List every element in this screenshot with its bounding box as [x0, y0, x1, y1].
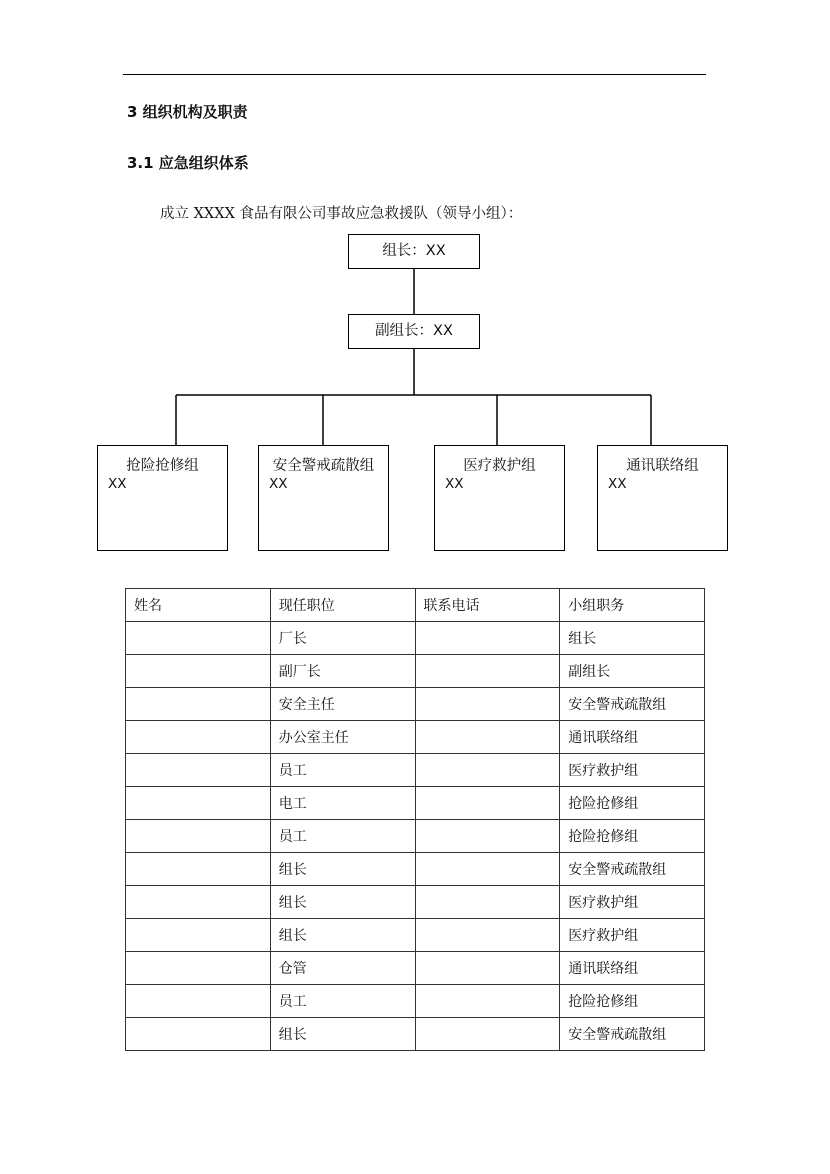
team-member: XX	[445, 476, 464, 492]
column-header-role: 小组职务	[560, 589, 705, 622]
table-row	[126, 655, 705, 688]
table-cell: 医疗救护组	[560, 919, 705, 952]
table-cell: 员工	[270, 820, 415, 853]
table-cell: 电工	[270, 787, 415, 820]
table-cell: 通讯联络组	[560, 721, 705, 754]
table-row	[126, 622, 705, 655]
table-row	[126, 1018, 705, 1051]
team-name: 抢险抢修组	[126, 458, 199, 474]
table-cell	[415, 919, 560, 952]
intro-paragraph: 成立 XXXX 食品有限公司事故应急救援队（领导小组）：	[160, 206, 523, 222]
table-cell	[415, 952, 560, 985]
team-name: 医疗救护组	[463, 458, 536, 474]
table-cell	[126, 622, 271, 655]
table-cell	[415, 655, 560, 688]
table-cell	[415, 754, 560, 787]
table-cell	[126, 886, 271, 919]
table-cell	[126, 787, 271, 820]
team-box-medical	[434, 445, 565, 551]
table-row	[126, 754, 705, 787]
table-row	[126, 952, 705, 985]
table-row	[126, 985, 705, 1018]
table-cell: 安全主任	[270, 688, 415, 721]
table-cell: 厂长	[270, 622, 415, 655]
team-name: 安全警戒疏散组	[272, 458, 375, 474]
section-heading: 3 组织机构及职责	[127, 103, 248, 121]
table-cell	[415, 622, 560, 655]
table-cell: 医疗救护组	[560, 886, 705, 919]
table-cell: 医疗救护组	[560, 754, 705, 787]
column-header-name: 姓名	[126, 589, 271, 622]
table-cell: 副厂长	[270, 655, 415, 688]
table-row	[126, 919, 705, 952]
table-cell	[126, 754, 271, 787]
table-cell: 抢险抢修组	[560, 820, 705, 853]
table-cell	[415, 1018, 560, 1051]
table-row	[126, 820, 705, 853]
table-cell: 副组长	[560, 655, 705, 688]
table-cell	[126, 688, 271, 721]
table-cell	[415, 721, 560, 754]
table-cell	[415, 853, 560, 886]
table-cell	[415, 820, 560, 853]
table-cell: 组长	[560, 622, 705, 655]
table-cell	[126, 952, 271, 985]
table-cell	[126, 853, 271, 886]
subsection-heading: 3.1 应急组织体系	[127, 154, 249, 172]
table-row	[126, 721, 705, 754]
table-cell	[415, 787, 560, 820]
roster-table	[125, 588, 705, 1051]
table-cell: 通讯联络组	[560, 952, 705, 985]
table-cell: 安全警戒疏散组	[560, 1018, 705, 1051]
table-cell	[126, 655, 271, 688]
team-box-rescue	[97, 445, 228, 551]
table-cell: 仓管	[270, 952, 415, 985]
table-cell: 组长	[270, 853, 415, 886]
table-cell: 员工	[270, 985, 415, 1018]
table-cell	[126, 919, 271, 952]
table-cell	[415, 688, 560, 721]
table-cell	[415, 985, 560, 1018]
table-cell: 安全警戒疏散组	[560, 853, 705, 886]
table-cell	[415, 886, 560, 919]
table-cell: 办公室主任	[270, 721, 415, 754]
table-cell: 组长	[270, 886, 415, 919]
column-header-phone: 联系电话	[415, 589, 560, 622]
team-name: 通讯联络组	[626, 458, 699, 474]
org-leader-box: 组长：XX	[348, 234, 480, 269]
table-cell: 抢险抢修组	[560, 985, 705, 1018]
table-cell	[126, 820, 271, 853]
team-box-security	[258, 445, 389, 551]
table-cell: 员工	[270, 754, 415, 787]
table-cell	[126, 985, 271, 1018]
table-cell	[126, 721, 271, 754]
table-cell: 抢险抢修组	[560, 787, 705, 820]
table-row	[126, 688, 705, 721]
column-header-position: 现任职位	[270, 589, 415, 622]
table-cell: 组长	[270, 919, 415, 952]
table-row	[126, 853, 705, 886]
table-row	[126, 787, 705, 820]
table-cell: 组长	[270, 1018, 415, 1051]
team-box-communication	[597, 445, 728, 551]
table-cell	[126, 1018, 271, 1051]
table-row	[126, 886, 705, 919]
team-member: XX	[608, 476, 627, 492]
table-header-row	[126, 589, 705, 622]
org-deputy-box: 副组长：XX	[348, 314, 480, 349]
team-member: XX	[108, 476, 127, 492]
table-cell: 安全警戒疏散组	[560, 688, 705, 721]
team-member: XX	[269, 476, 288, 492]
